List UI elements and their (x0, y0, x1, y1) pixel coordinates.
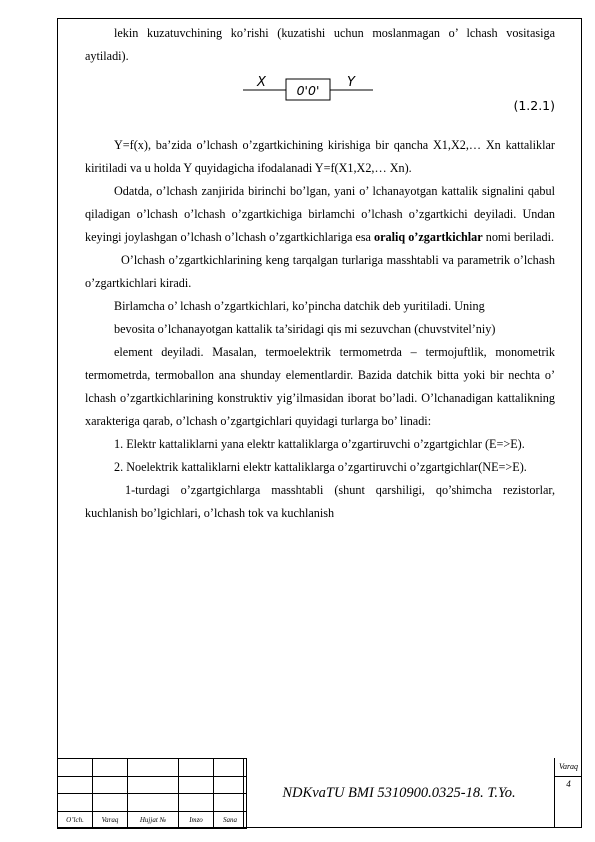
paragraph: O’lchash o’zgartkichlarining keng tarqalgan turlariga masshtabli va parametrik o’lchash o’zgartkichlari kiradi. (85, 253, 555, 290)
sheet-box (554, 758, 582, 828)
paragraph: Y=f(x), ba’zida o’lchash o’zgartkichining kirishiga bir qancha X1,X2,… Xn kattaliklar kiritiladi va u holda Y quyidagicha ifodalanadi Y=f(X1,X2,… Xn). (85, 138, 555, 175)
label-doc-number: Hujjat № (128, 811, 179, 829)
converter-diagram (85, 68, 555, 120)
label-sheet: Varaq (93, 811, 128, 829)
output-label: Y (347, 75, 355, 90)
sheet-number: 4 (566, 779, 571, 789)
label-signature: Imzo (179, 811, 214, 829)
equation-number: (1.2.1) (513, 98, 555, 113)
paragraph: element deyiladi. Masalan, termoelektrik termometrda – termojuftlik, monometrik termometrda, termoballon ana shunday elementlardir. Bazida datchik bitta yoki bir nechta o’ lchash o’zgartkichlarining konstruktiv yig’ilmasidan iborat bo’ladi. O’lchanadigan kattalikning xarakteriga qarab, o’lchash o’zgartgichlari quyidagi turlarga bo’ linadi: (85, 345, 555, 428)
list-item: 2. Noelektrik kattaliklarni elektr kattaliklarga o’zgartiruvchi o’zgartgichlar(NE=>E). (114, 460, 527, 474)
label-izm: O’lch. (58, 811, 93, 829)
paragraph: lekin kuzatuvchining ko’rishi (kuzatishi uchun moslanmagan o’ lchash vositasiga aytiladi). (85, 26, 555, 63)
document-body (85, 22, 555, 525)
paragraph: Birlamcha o’ lchash o’zgartkichlari, ko’pincha datchik deb yuritiladi. Uning (114, 299, 485, 313)
paragraph-text: Odatda, o’lchash zanjirida birinchi bo’lgan, yani o’ lchanayotgan kattalik signalini qabul qiladigan o’lchash o’lchash o’zgartkichiga birlamchi o’lchash o’zgartkichi deyiladi. Undan keyingi joylashgan o’lchash o’lchash o’zgartkichlariga esa (85, 184, 555, 244)
paragraph: bevosita o’lchanayotgan kattalik ta’siridagi qis mi sezuvchan (chuvstvitel’niy) (114, 322, 496, 336)
sheet-header: Varaq (555, 758, 582, 777)
revision-table (57, 758, 247, 829)
formula-block (85, 68, 555, 120)
block-label: 0'0' (296, 83, 320, 98)
paragraph-text: nomi beriladi. (482, 230, 555, 244)
bold-term: oraliq o’zgartkichlar (374, 230, 483, 244)
paragraph: 1-turdagi o’zgartgichlarga masshtabli (shunt qarshiligi, qo’shimcha rezistorlar, kuchlanish bo’lgichlari, o’lchash tok va kuchlanish (85, 483, 555, 520)
list-item: 1. Elektr kattaliklarni yana elektr kattaliklarga o’zgartiruvchi o’zgartgichlar (E=>E). (114, 437, 525, 451)
label-date: Sana (214, 811, 247, 829)
title-block (57, 758, 582, 828)
paragraph (85, 180, 555, 249)
input-label: X (257, 75, 266, 90)
document-code: NDKvaTU BMI 5310900.0325-18. T.Yo. (243, 758, 554, 828)
